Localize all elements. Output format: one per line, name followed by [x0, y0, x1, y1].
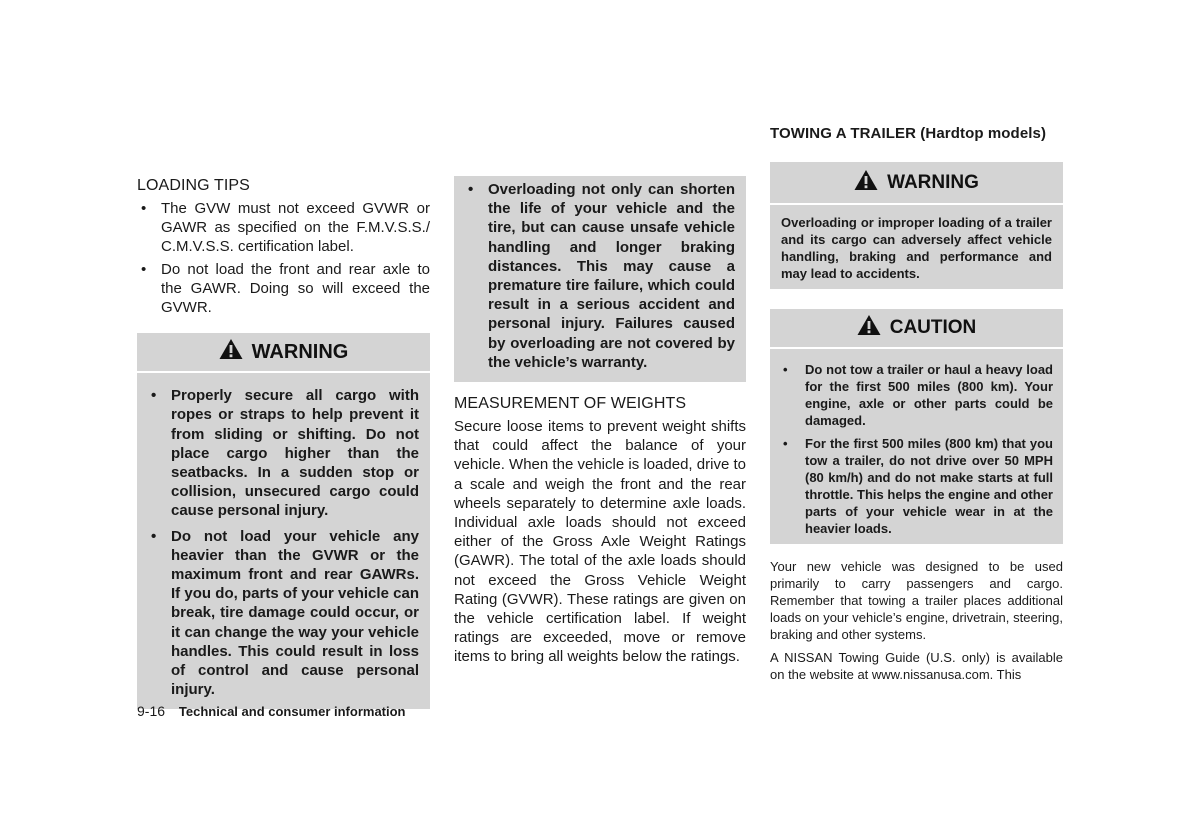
warning-triangle-icon	[857, 314, 881, 342]
warning-list	[464, 180, 735, 372]
towing-paragraph: Your new vehicle was designed to be used primarily to carry passengers and cargo. Remember that towing a trailer places additional loads on your vehicle’s engine, drivetrain, steering, braking and other systems.	[770, 559, 1063, 642]
towing-paragraphs	[770, 558, 1063, 683]
page-footer	[137, 703, 406, 719]
towing-paragraph: A NISSAN Towing Guide (U.S. only) is available on the website at www.nissanusa.com. This	[770, 650, 1063, 682]
towing-heading: TOWING A TRAILER (Hardtop models)	[770, 125, 1047, 142]
list-item: • Properly secure all cargo with ropes or straps to help prevent it from sliding or shifting. Do not place cargo higher than the seatbacks. In a sudden stop or collision, unsecured cargo could cause personal injury.	[147, 386, 419, 520]
list-item: • Do not tow a trailer or haul a heavy load for the first 500 miles (800 km). Your engine, axle or other parts could be damaged.	[781, 361, 1053, 429]
warning-title: WARNING	[251, 340, 349, 363]
warning-box-header	[137, 333, 430, 373]
warning-triangle-icon	[854, 169, 878, 197]
list-item: • Do not load the front and rear axle to the GAWR. Doing so will exceed the GVWR.	[137, 260, 430, 318]
middle-column	[454, 176, 746, 667]
caution-list	[770, 349, 1063, 537]
caution-title: CAUTION	[889, 317, 977, 338]
page-number: 9-16	[137, 703, 166, 719]
list-item: • Overloading not only can shorten the life of your vehicle and the tire, but can cause unsafe vehicle handling and longer braking distances. This may cause a premature tire failure, which could result in a serious accident and personal injury. Failures caused by overloading are not covered by the vehicle’s warranty.	[464, 180, 735, 372]
left-column	[137, 176, 430, 709]
warning-box-header	[770, 162, 1063, 205]
towing-warning-box	[770, 162, 1063, 289]
caution-box	[770, 309, 1063, 544]
warning-triangle-icon	[219, 338, 243, 366]
section-name: Technical and consumer information	[178, 704, 406, 719]
warning-title: WARNING	[887, 171, 979, 193]
loading-tips-heading: LOADING TIPS	[137, 177, 250, 194]
warning-box-continued	[454, 176, 746, 382]
right-column	[770, 125, 1063, 689]
loading-tips-list	[137, 199, 430, 317]
measurement-paragraph: Secure loose items to prevent weight shifts that could affect the balance of your vehicle. When the vehicle is loaded, drive to a scale and weigh the front and the rear wheels separately to determine axle loads. Individual axle loads should not exceed either of the Gross Axle Weight Ratings (GAWR). The total of the axle loads should not exceed the Gross Vehicle Weight Rating (GVWR). These ratings are given on the vehicle certification label. If weight ratings are exceeded, move or remove items to bring all weights below the ratings.	[454, 418, 746, 666]
list-item: • For the first 500 miles (800 km) that you tow a trailer, do not drive over 50 MPH (80 km/h) and do not make starts at full throttle. This helps the engine and other parts of your vehicle wear in at the heavier loads.	[781, 435, 1053, 537]
measurement-heading: MEASUREMENT OF WEIGHTS	[454, 395, 687, 413]
list-item: • The GVW must not exceed GVWR or GAWR as specified on the F.M.V.S.S./ C.M.V.S.S. certification label.	[137, 199, 430, 257]
list-item: • Do not load your vehicle any heavier than the GVWR or the maximum front and rear GAWRs. If you do, parts of your vehicle can break, tire damage could occur, or it can change the way your vehicle handles. This could result in loss of control and cause personal injury.	[147, 527, 419, 700]
caution-box-header	[770, 309, 1063, 349]
warning-list	[137, 373, 430, 699]
warning-box	[137, 333, 430, 709]
towing-warning-text: Overloading or improper loading of a trailer and its cargo can adversely affect vehicle handling, braking and performance and may lead to accidents.	[781, 215, 1052, 281]
